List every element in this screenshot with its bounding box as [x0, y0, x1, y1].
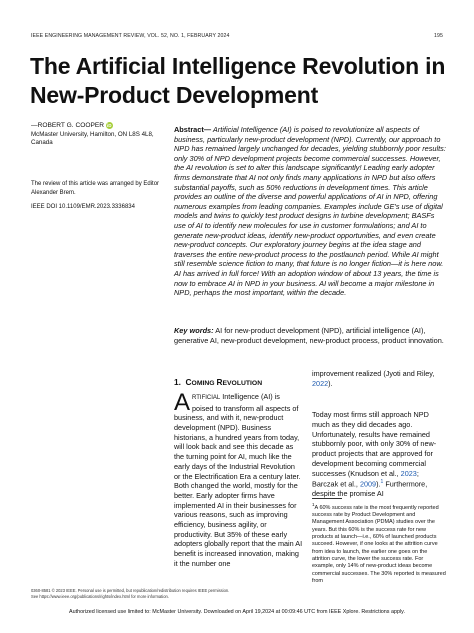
- doi[interactable]: IEEE DOI 10.1109/EMR.2023.3336834: [31, 204, 135, 210]
- running-header: [31, 33, 443, 39]
- article-title: The Artificial Intelligence Revolution in New-Product Development: [30, 53, 446, 108]
- author-affiliation: McMaster University, Hamilton, ON L8S 4L8, Canada: [31, 130, 154, 147]
- authorized-use-notice: Authorized licensed use limited to: McMaster University. Downloaded on April 19,2024 at 00:09:46 UTC from IEEE Xplore. Restrictions apply.: [69, 609, 405, 615]
- orcid-icon[interactable]: iD: [107, 123, 112, 128]
- abstract: [174, 125, 446, 298]
- copyright-footer: [31, 588, 229, 600]
- footnote-rule: [312, 498, 342, 499]
- body-column-left: [174, 389, 303, 568]
- paragraph: [312, 369, 446, 388]
- body-text: Furthermore, despite the promise AI: [312, 479, 428, 499]
- paragraph: [312, 410, 446, 499]
- section-title-initial-2: R: [216, 377, 223, 387]
- keywords-text: AI for new-product development (NPD), artificial intelligence (AI), generative AI, new-product development, new-product process, product innovation.: [174, 326, 444, 345]
- body-text: improvement realized (Jyoti and Riley,: [312, 369, 435, 378]
- keywords-label: Key words:: [174, 326, 214, 335]
- citation-link[interactable]: 2023: [400, 468, 417, 478]
- citation-link[interactable]: 2009: [359, 479, 377, 489]
- body-column-right: [312, 369, 446, 499]
- footnote-text: A 60% success rate is the most frequently reported success rate by Product Development and Management Association (PDMA) studies over the years. But this 60% is the success rate for new products at launch—i.e., 60% of launched products succeed. However, if one looks at the attrition curve from idea to launch, the earlier one goes on the attrition curve, the lower the success rate. For example, only 14% of new-product ideas become commercial successes. The 30% reported is measured from: [312, 504, 446, 584]
- section-title-part: OMING: [191, 380, 217, 387]
- copyright-line: 0360-8581 © 2023 IEEE. Personal use is permitted, but republication/redistribution requires IEEE permission.: [31, 588, 230, 593]
- section-number: 1.: [174, 377, 181, 387]
- smallcaps-lead: RTIFICIAL: [192, 395, 221, 401]
- citation-link[interactable]: 2022: [312, 378, 329, 388]
- body-text: ).: [328, 378, 333, 388]
- footnote-marker[interactable]: 1: [380, 479, 384, 486]
- footnote-number: 1: [312, 502, 315, 507]
- author-block: [31, 122, 161, 148]
- page-number: 195: [434, 33, 443, 39]
- section-title-part-2: EVOLUTION: [222, 380, 263, 387]
- body-text: Intelligence (AI) is poised to transform all aspects of business, and with it, new-product development (NPD). Business historians, a hundred years from today, will look back and see this decade as the turning point for AI, much like the early days of the Industrial Revolution or the Electrification Era a century later. Both changed the world, mostly for the better. Early adopter firms have implemented AI in their businesses for various reasons, such as improving efficiency, business agility, or productivity. But 35% of these early adopters globally report that the main AI benefit is increased innovation, making it the number one: [174, 392, 303, 568]
- section-heading: [174, 377, 262, 387]
- body-text: ; Barczak et al.,: [312, 468, 419, 489]
- author-name: —ROBERT G. COOPER: [31, 122, 105, 130]
- keywords: [174, 326, 446, 345]
- rights-line: See https://www.ieee.org/publications/rights/index.html for more information.: [31, 594, 169, 599]
- abstract-text: Artificial Intelligence (AI) is poised to revolutionize all aspects of business, particularly new-product development (NPD). Currently, our approach to NPD has remained largely unchanged for decades, yielding stubbornly poor results: only 30% of NPD development projects become commercial successes. However, the AI revolution is set to alter this landscape significantly! Leading early adopter firms demonstrate that AI not only finds many applications in NPD but also offers substantial payoffs, such as 50% reductions in development times. This article provides an outline of the diverse and powerful applications of AI in NPD, offering numerous examples from leading companies. Examples include GE's use of digital models and twins to quickly test product designs in turbine development; BASFs use of AI to identify new molecules for use in customer formulations; and AI to generate new-product ideas, identify new-product opportunities, and even create new-product concepts. Our exploratory journey begins at the idea stage and traverses the entire new-product process to the postlaunch period. While AI might still resemble science fiction to many, that future is no longer fiction—it is here now. AI has arrived in full force! With an adoption window of about 13 years, the time is now to embrace AI in NPD in your business. AI will become a major milestone in NPD, perhaps the most important, within the decade.: [174, 125, 446, 298]
- footnote: [312, 501, 446, 585]
- review-note: The review of this article was arranged by Editor Alexander Brem.: [31, 181, 160, 196]
- body-text: ).: [376, 479, 381, 489]
- section-title-initial: C: [185, 377, 192, 387]
- body-text: Today most firms still approach NPD much as they did decades ago. Unfortunately, results have remained stubbornly poor, with only 30% of new-product projects that are approved for development becoming commercial successes (Knudson et al.,: [312, 410, 437, 478]
- journal-info: IEEE ENGINEERING MANAGEMENT REVIEW, VOL. 52, NO. 1, FEBRUARY 2024: [31, 33, 230, 39]
- drop-cap: A: [174, 389, 191, 416]
- abstract-label: Abstract—: [174, 125, 212, 134]
